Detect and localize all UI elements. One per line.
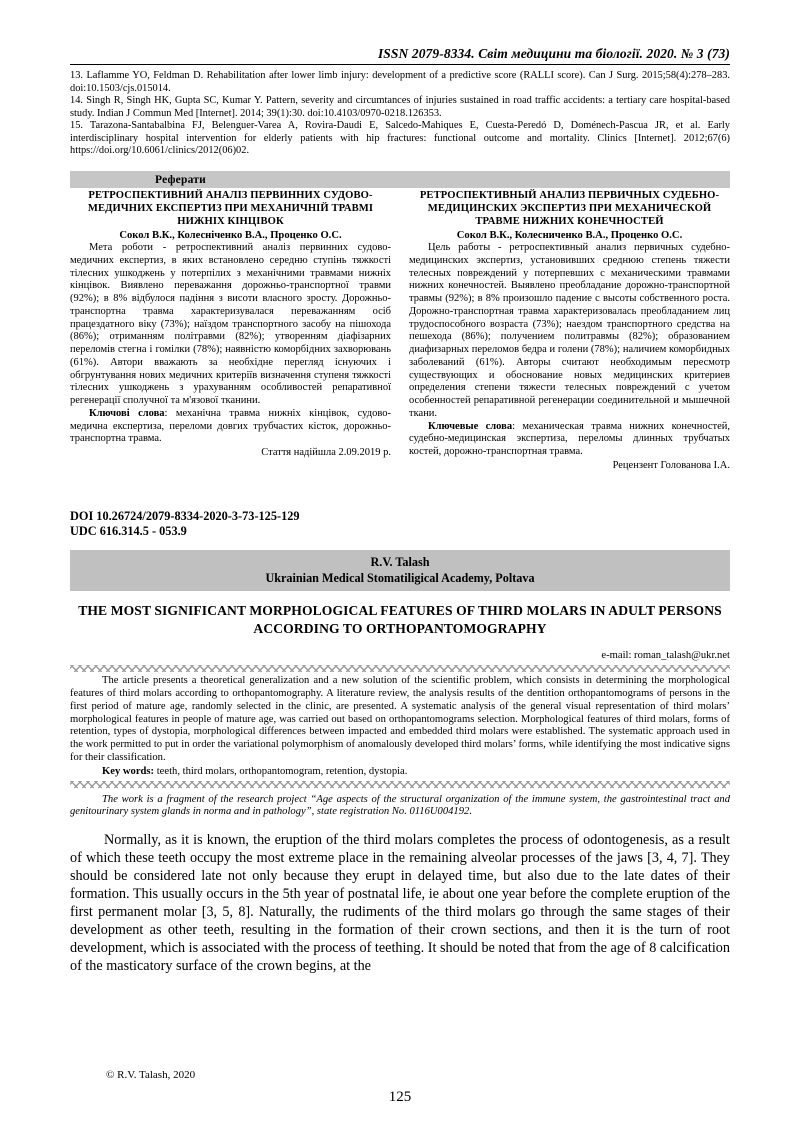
abstract-keywords-text-ru: : механическая травма нижних конечностей, судебно-медицинская экспертиза, переломы длинных трубчатых костей, дорожно-транспортная травма.: [409, 420, 730, 458]
abstract-column-ukrainian: [70, 190, 391, 473]
page-number: 125: [388, 1089, 412, 1105]
abstract-authors-uk: Сокол В.К., Колесніченко В.А., Проценко О.С.: [119, 229, 342, 241]
abstract-keywords-ru: [409, 421, 730, 459]
article-body-paragraph: Normally, as it is known, the eruption of the third molars completes the process of odontogenesis, as a result of which these teeth occupy the most extreme place in the remaining alveolar processes of the jaws [3, 4, 7]. They should be considered late not only because they erupt in delayed time, but also due to the late dates of their formation. This usually occurs in the 5th year of postnatal life, ie about one year before the complete eruption of the first permanent molar [3, 5, 8]. Naturally, the rudiments of the third molars go through the same stages of their development as other teeth, resulting in the formation of their crown sections, and then it is the turn of root development, which is associated with the process of teething. It should be noted that from the age of 8 calcification of the masticatory surface of the crown begins, at the: [70, 832, 730, 974]
abstracts-band-header: [70, 171, 730, 188]
running-head: ISSN 2079-8334. Світ медицини та біології. 2020. № 3 (73): [377, 46, 730, 61]
abstract-keywords-text-uk: : механічна травма нижніх кінцівок, судово-медична експертиза, переломи довгих трубчастих кісток, дорожньо-транспортна травма.: [70, 407, 391, 445]
article-author: R.V. Talash: [370, 555, 430, 570]
copyright-line: © R.V. Talash, 2020: [106, 1069, 196, 1081]
abstracts-band-label: Реферати: [155, 173, 206, 186]
abstract-body-uk: [70, 242, 391, 446]
abstracts-columns: [70, 190, 730, 473]
page-footer: [70, 1069, 730, 1106]
references-list: [70, 70, 730, 158]
zigzag-divider-bottom: [70, 781, 730, 788]
udc-line: UDC 616.314.5 - 053.9: [70, 523, 187, 538]
abstract-keywords-label-uk: Ключові слова: [89, 407, 165, 419]
abstract-title-ru: РЕТРОСПЕКТИВНЫЙ АНАЛИЗ ПЕРВИЧНЫХ СУДЕБНО-МЕДИЦИНСКИХ ЭКСПЕРТИЗ ПРИ МЕХАНИЧЕСКОЙ ТРАВМЕ НИЖНИХ КОНЕЧНОСТЕЙ: [419, 190, 720, 227]
abstract-footer-ru: Рецензент Голованова І.А.: [612, 459, 730, 471]
abstract-keywords-uk: [70, 408, 391, 446]
article-abstract: [70, 675, 730, 764]
article-abstract-text: The article presents a theoretical generalization and a new solution of the scientific problem, which consists in determining the morphological features of third molars according to orthopantomography. A literature review, the analysis results of the dentition orthopantomograms of persons in the first period of mature age, randomly selected in the clinic, are presented. A systematic analysis of the general visual representation of third molars’ morphological features in people of mature age, was carried out based on orthopantomograms selection. Morphological features of third molars, forms of retention, types of dystopia, morphological differences between impacted and embedded third molars were established. The systematic approach used in the work permitted to put in order the variational polymorphism of anomalously developed third molars’ forms, while identifying the most indicative signs for their classification.: [70, 675, 730, 763]
abstract-body-ru: [409, 242, 730, 459]
zigzag-divider-top: [70, 665, 730, 672]
article-keywords-label: Key words:: [102, 765, 155, 777]
abstract-column-russian: [409, 190, 730, 473]
article-keywords-text: teeth, third molars, orthopantomogram, retention, dystopia.: [154, 765, 408, 777]
article-email: e-mail: roman_talash@ukr.net: [601, 650, 730, 662]
funding-note-text: The work is a fragment of the research project “Age aspects of the structural organization of the immune system, the gastrointestinal tract and genitourinary system glands in norma and in pathology”, state registration No. 0116U004192.: [70, 793, 730, 818]
abstracts-section: [70, 171, 730, 473]
header-rule: [70, 64, 730, 65]
abstract-title-uk: РЕТРОСПЕКТИВНИЙ АНАЛІЗ ПЕРВИННИХ СУДОВО-МЕДИЧНИХ ЕКСПЕРТИЗ ПРИ МЕХАНИЧНІЙ ТРАВМІ НИЖНІХ КІНЦІВОК: [87, 190, 374, 227]
article-affiliation: Ukrainian Medical Stomatiligical Academy, Poltava: [265, 571, 535, 586]
article-title: THE MOST SIGNIFICANT MORPHOLOGICAL FEATURES OF THIRD MOLARS IN ADULT PERSONS ACCORDING TO ORTHOPANTOMOGRAPHY: [78, 603, 722, 636]
article-body: [70, 832, 730, 976]
author-affiliation-band: [70, 550, 730, 591]
abstract-authors-ru: Сокол В.К., Колесниченко В.А., Проценко О.С.: [456, 229, 683, 241]
reference-item: 15. Tarazona-Santabalbina FJ, Belenguer-Varea A, Rovira-Daudi E, Salcedo-Mahiques E, Cuesta-Peredó D, Doménech-Pascua JR, et al. Early interdisciplinary hospital intervention for elderly patients with hip fractures: functional outcome and mortality. Clinics [Internet]. 2012;67(6) https://doi.org/10.6061/clinics/2012(06)02.: [70, 120, 730, 157]
reference-item: 14. Singh R, Singh HK, Gupta SC, Kumar Y. Pattern, severity and circumtances of injuries sustained in road traffic accidents: a tertiary care hospital-based study. Indian J Commun Med [Internet]. 2014; 39(1):30. doi:10.4103/0970-0218.126353.: [70, 95, 730, 119]
reference-item: 13. Laflamme YO, Feldman D. Rehabilitation after lower limb injury: development of a predictive score (RALLI score). Can J Surg. 2015;58(4):278–283. doi:10.1503/cjs.015014.: [70, 70, 730, 94]
doi-udc-block: [70, 509, 730, 539]
article-keywords: [70, 766, 730, 777]
abstract-keywords-label-ru: Ключевые слова: [428, 420, 513, 432]
abstract-footer-uk: Стаття надійшла 2.09.2019 р.: [261, 447, 391, 459]
funding-note: [70, 794, 730, 820]
abstract-body-text-ru: Цель работы - ретроспективный анализ первичных судебно-медицинских экспертиз, установивших среднюю степень тяжести телесных повреждений у потерпевших с механическими травмами нижних конечностей. Выявлено преобладание дорожно-транспортной травмы (92%); в 8% произошло падение с высоты собственного роста. Дорожно-транспортная травма характеризовалась преобладанием лиц трудоспособного возраста (73%); наездом транспортного средства на пешехода (86%); получением политравмы (82%); образованием диафизарных переломов бедра и голени (78%); наличием коморбидных заболеваний (61%). Авторы считают необходимым пересмотр существующих и обоснование новых медицинских критериев определения степени тяжести телесных повреждений с учетом особенностей репаративной регенерации соединительной и мышечной ткани.: [409, 242, 730, 419]
doi-line: DOI 10.26724/2079-8334-2020-3-73-125-129: [70, 508, 300, 523]
abstract-body-text-uk: Мета роботи - ретроспективний аналіз первинних судово-медичних експертиз, в яких встановлено середню ступінь тяжкості тілесних ушкоджень у потерпілих з механічними травмами нижніх кінцівок. Виявлено переважання дорожньо-транспортної травми (92%); в 8% відбулося падіння з висоти власного зросту. Дорожньо-транспортна травма характеризувалася переважанням осіб працездатного віку (73%); наїздом транспортного засобу на пішохода (86%); отриманням політравми (82%); утворенням діафізарних переломів стегна і гомілки (78%); наявністю коморбідних захворювань (61%). Автори вважають за необхідне перегляд існуючих і обгрунтування нових медичних критеріїв визначення ступеня тяжкості тілесних ушкоджень з урахуванням особливостей репаративної регенерації сполучної та м'язової тканини.: [70, 242, 391, 407]
